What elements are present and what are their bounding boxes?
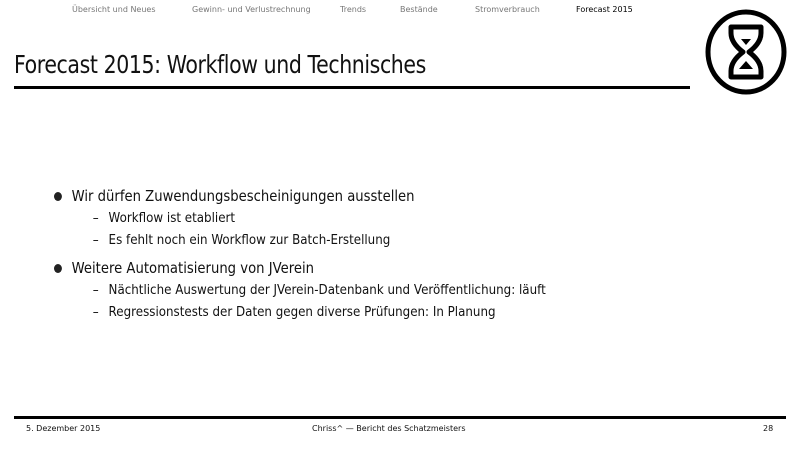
dash-icon: – bbox=[92, 282, 99, 298]
sub-item bbox=[54, 229, 546, 251]
dash-icon: – bbox=[92, 210, 99, 226]
page-number: 28 bbox=[763, 424, 774, 433]
bullet-item bbox=[54, 257, 546, 279]
bullet-text: Wir dürfen Zuwendungsbescheinigungen ausstellen bbox=[71, 187, 415, 205]
bullet-dot-icon bbox=[54, 264, 62, 273]
sub-item-text: Es fehlt noch ein Workflow zur Batch-Erstellung bbox=[108, 232, 391, 248]
dash-icon: – bbox=[92, 232, 99, 248]
footer-date: 5. Dezember 2015 bbox=[26, 424, 101, 433]
nav-item-guv[interactable]: Gewinn- und Verlustrechnung bbox=[192, 5, 311, 14]
sub-item bbox=[54, 301, 546, 323]
bullet-dot-icon bbox=[54, 192, 62, 201]
footer-title: Chriss^ — Bericht des Schatzmeisters bbox=[312, 424, 466, 433]
dash-icon: – bbox=[92, 304, 99, 320]
sub-item bbox=[54, 207, 546, 229]
sub-item-text: Workflow ist etabliert bbox=[108, 210, 236, 226]
sub-item bbox=[54, 279, 546, 301]
hourglass-logo-icon bbox=[703, 9, 789, 95]
nav-item-stromverbrauch[interactable]: Stromverbrauch bbox=[475, 5, 540, 14]
nav-item-uebersicht[interactable]: Übersicht und Neues bbox=[72, 5, 156, 14]
section-navigation bbox=[0, 5, 700, 19]
title-rule bbox=[14, 86, 690, 89]
bullet-item bbox=[54, 185, 546, 207]
slide-title: Forecast 2015: Workflow und Technisches bbox=[14, 50, 426, 79]
nav-item-bestaende[interactable]: Bestände bbox=[400, 5, 438, 14]
sub-item-text: Regressionstests der Daten gegen diverse Prüfungen: In Planung bbox=[108, 304, 496, 320]
nav-item-trends[interactable]: Trends bbox=[340, 5, 367, 14]
bullet-text: Weitere Automatisierung von JVerein bbox=[71, 259, 315, 277]
sub-item-text: Nächtliche Auswertung der JVerein-Datenbank und Veröffentlichung: läuft bbox=[108, 282, 546, 298]
nav-item-forecast[interactable]: Forecast 2015 bbox=[576, 5, 633, 14]
footer-rule bbox=[14, 416, 786, 419]
bullet-list bbox=[54, 185, 546, 323]
